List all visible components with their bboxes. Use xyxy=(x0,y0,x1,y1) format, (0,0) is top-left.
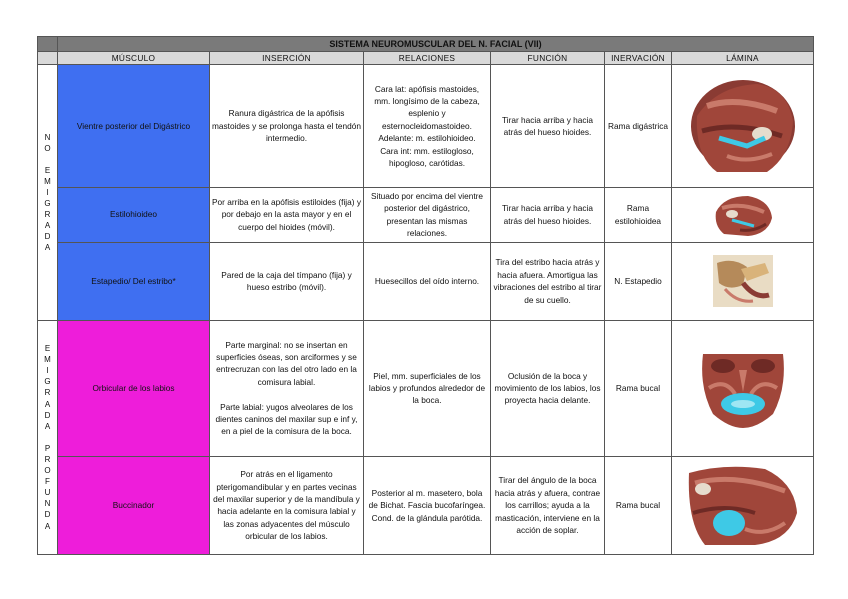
insercion-cell: Ranura digástrica de la apófisis mastoides y se prolonga hasta el tendón intermedio. xyxy=(210,65,364,187)
table-row xyxy=(38,65,814,187)
relaciones-cell: Situado por encima del vientre posterior del digástrico, presentan las mismas relaciones. xyxy=(364,187,491,242)
inervacion-cell: N. Estapedio xyxy=(605,242,672,320)
inervacion-cell: Rama digástrica xyxy=(605,65,672,187)
header-inervacion: INERVACIÓN xyxy=(605,52,672,65)
lamina-cell xyxy=(672,242,814,320)
header-lamina: LÁMINA xyxy=(672,52,814,65)
lamina-cell xyxy=(672,320,814,456)
insercion-cell: Por arriba en la apófisis estiloides (fija) y por debajo en la asta mayor y en el cuerpo del hioides (móvil). xyxy=(210,187,364,242)
table-row xyxy=(38,187,814,242)
funcion-cell: Oclusión de la boca y movimiento de los labios, los proyecta hacia delante. xyxy=(491,320,605,456)
table-row xyxy=(38,456,814,554)
table-title: SISTEMA NEUROMUSCULAR DEL N. FACIAL (VII) xyxy=(58,37,814,52)
neuromuscular-table xyxy=(37,36,814,555)
header-row xyxy=(38,52,814,65)
muscle-cell: Estilohioideo xyxy=(58,187,210,242)
stylohyoid-muscle-illustration xyxy=(710,192,776,238)
funcion-cell: Tirar hacia arriba y hacia atrás del hueso hioides. xyxy=(491,187,605,242)
muscle-cell: Orbicular de los labios xyxy=(58,320,210,456)
insercion-cell: Por atrás en el ligamento pterigomandibular y en partes vecinas del maxilar superior y de la mandíbula y hacia adelante en la comisura labial y las zonas adyacentes del músculo orbicular de los labios. xyxy=(210,456,364,554)
table-row xyxy=(38,320,814,456)
header-musculo: MÚSCULO xyxy=(58,52,210,65)
insercion-cell: Pared de la caja del tímpano (fija) y hueso estribo (móvil). xyxy=(210,242,364,320)
buccinator-illustration xyxy=(685,463,801,547)
muscle-cell: Vientre posterior del Digástrico xyxy=(58,65,210,187)
insercion-cell: Parte marginal: no se insertan en superficies óseas, son arciformes y se entrecruzan con las del otro lado en la comisura labial. Parte labial: yugos alveolares de los dientes caninos del maxilar sup e inf y, en a piel de la comisura de la boca. xyxy=(210,320,364,456)
table-row xyxy=(38,242,814,320)
funcion-cell: Tirar del ángulo de la boca hacia atrás y afuera, contrae los carrillos; ayuda a la masticación, interviene en la acción de soplar. xyxy=(491,456,605,554)
header-funcion: FUNCIÓN xyxy=(491,52,605,65)
group-label-no-emigrada: N O E M I G R A D A xyxy=(38,65,58,320)
lamina-cell xyxy=(672,187,814,242)
corner-cell xyxy=(38,37,58,52)
inervacion-cell: Rama bucal xyxy=(605,320,672,456)
header-relaciones: RELACIONES xyxy=(364,52,491,65)
stapedius-muscle-illustration xyxy=(713,255,773,307)
muscle-cell: Buccinador xyxy=(58,456,210,554)
relaciones-cell: Posterior al m. masetero, bola de Bichat. Fascia bucofaríngea. Cond. de la glándula parótida. xyxy=(364,456,491,554)
corner-header xyxy=(38,52,58,65)
muscle-cell: Estapedio/ Del estribo* xyxy=(58,242,210,320)
funcion-cell: Tirar hacia arriba y hacia atrás del hueso hioides. xyxy=(491,65,605,187)
inervacion-cell: Rama bucal xyxy=(605,456,672,554)
header-insercion: INSERCIÓN xyxy=(210,52,364,65)
inervacion-cell: Rama estilohioidea xyxy=(605,187,672,242)
relaciones-cell: Cara lat: apófisis mastoides, mm. longísimo de la cabeza, esplenio y esternocleidomastoideo. Adelante: m. estilohioideo. Cara int: mm. estilogloso, hipogloso, carótidas. xyxy=(364,65,491,187)
funcion-cell: Tira del estribo hacia atrás y hacia afuera. Amortigua las vibraciones del estribo al tirar de su cuello. xyxy=(491,242,605,320)
digastric-muscle-illustration xyxy=(687,76,799,176)
relaciones-cell: Piel, mm. superficiales de los labios y profundos alrededor de la boca. xyxy=(364,320,491,456)
lamina-cell xyxy=(672,65,814,187)
lamina-cell xyxy=(672,456,814,554)
orbicularis-oris-illustration xyxy=(695,348,791,428)
group-label-emigrada-profunda: E M I G R A D A P R O F U N D A xyxy=(38,320,58,554)
relaciones-cell: Huesecillos del oído interno. xyxy=(364,242,491,320)
